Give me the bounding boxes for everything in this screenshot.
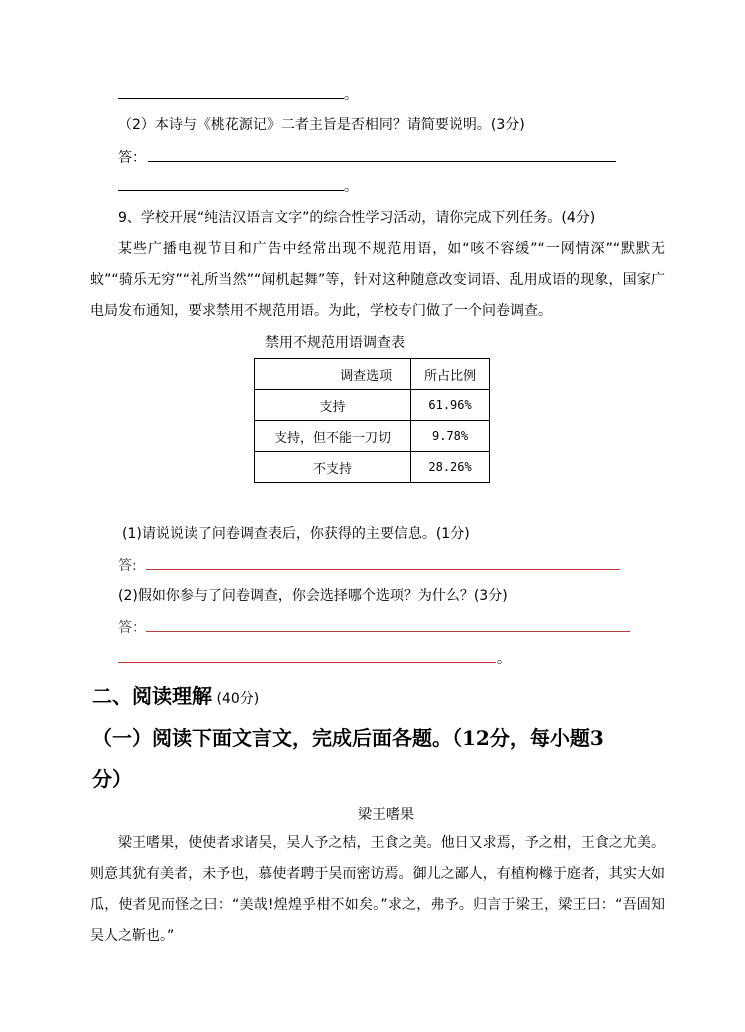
section-title: 二、阅读理解: [92, 684, 212, 708]
section-score: (40分): [216, 691, 260, 707]
answer-line[interactable]: [148, 161, 616, 162]
table-header-row: [255, 359, 490, 390]
table-header: 调查选项: [255, 359, 411, 390]
table-title: 禁用不规范用语调查表: [265, 335, 405, 351]
q9-paragraph: 某些广播电视节目和广告中经常出现不规范用语，如“咳不容缓”“一网情深”“默默无蚊”“骑乐无穷”“礼所当然”“闻机起舞”等，针对这种随意改变词语、乱用成语的现象，国家广电局发布通知，要求禁用不规范用语。为此，学校专门做了一个问卷调查。: [90, 241, 665, 319]
sub-heading: （一）阅读下面文言文，完成后面各题。（12分，每小题3: [92, 726, 604, 750]
answer-label: 答:: [118, 558, 137, 574]
table-cell: 不支持: [255, 452, 411, 483]
answer-label: 答：: [118, 620, 146, 636]
table-cell: 支持，但不能一刀切: [255, 421, 411, 452]
passage-text: 梁王嗜果，使使者求诸吴，吴人予之桔，王食之美。他日又求焉，予之柑，王食之尤美。则意其犹有美者，未予也，慕使者聘于吴而密访焉。御儿之鄙人，有植枸橼于庭者，其实大如瓜，使者见而怪之曰：“美哉!煌煌乎柑不如矣。”求之，弗予。归言于梁王，梁王曰：“吾固知吴人之靳也。”: [90, 835, 665, 944]
answer-line[interactable]: [118, 662, 496, 663]
answer-line[interactable]: [146, 569, 620, 570]
answer-line[interactable]: [118, 190, 344, 191]
table-row: [255, 390, 490, 421]
table-cell: 28.26%: [411, 452, 490, 483]
passage-title: 梁王嗜果: [358, 807, 414, 823]
table-cell: 61.96%: [411, 390, 490, 421]
q9-sub1-text: (1)请说说读了问卷调查表后，你获得的主要信息。(1分): [122, 526, 470, 542]
answer-label: 答：: [118, 150, 146, 166]
period: 。: [344, 179, 358, 195]
table-cell: 支持: [255, 390, 411, 421]
q8-sub2-text: （2）本诗与《桃花源记》二者主旨是否相同？请简要说明。(3分): [118, 117, 525, 133]
answer-line[interactable]: [146, 631, 630, 632]
survey-table: [254, 358, 490, 483]
sub-heading-cont: 分）: [92, 767, 132, 791]
table-row: [255, 452, 490, 483]
table-cell: 9.78%: [411, 421, 490, 452]
period: 。: [497, 651, 511, 667]
table-row: [255, 421, 490, 452]
answer-line[interactable]: [118, 98, 344, 99]
section-heading: [92, 680, 259, 709]
table-header: 所占比例: [411, 359, 490, 390]
q9-sub2-text: (2)假如你参与了问卷调查，你会选择哪个选项？为什么？(3分): [118, 588, 508, 604]
period: 。: [344, 87, 358, 103]
q9-title: 9、学校开展“纯洁汉语言文字”的综合性学习活动，请你完成下列任务。(4分): [118, 210, 596, 226]
